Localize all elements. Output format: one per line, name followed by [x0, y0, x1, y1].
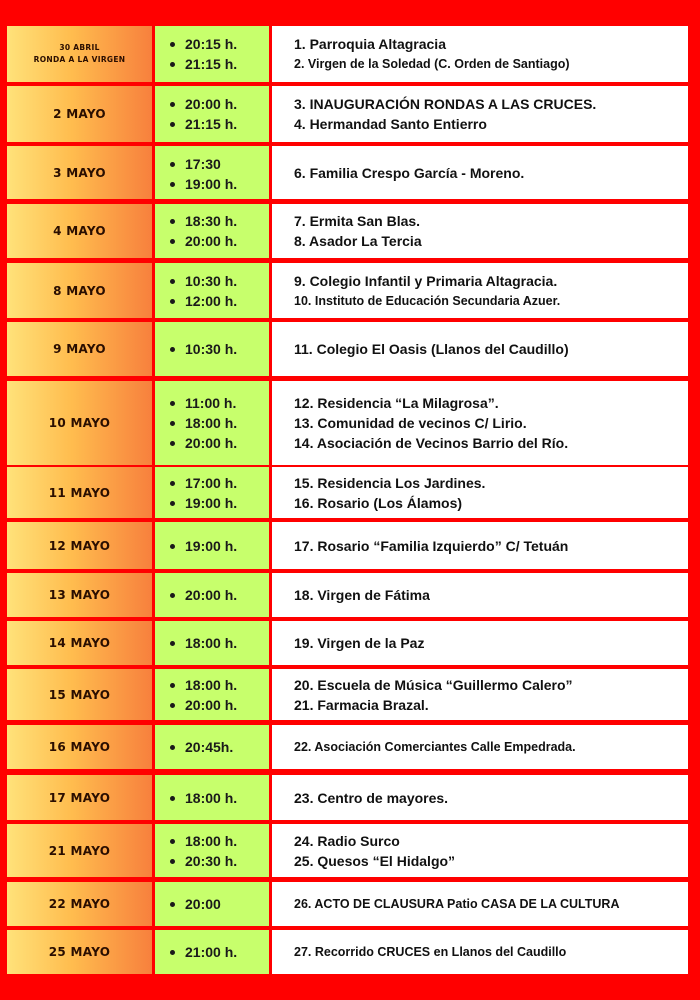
time-item: 20:15 h. — [167, 34, 269, 54]
time-item: 18:00 h. — [167, 413, 269, 433]
date-cell — [7, 669, 152, 720]
table-row — [0, 86, 700, 142]
time-item: 12:00 h. — [167, 291, 269, 311]
times-cell — [155, 204, 269, 258]
times-cell — [155, 86, 269, 142]
event-item: 21. Farmacia Brazal. — [294, 696, 429, 713]
table-row — [0, 467, 700, 518]
time-item: 20:00 h. — [167, 695, 269, 715]
events-cell — [272, 467, 688, 518]
time-item: 19:00 h. — [167, 493, 269, 513]
events-cell — [272, 86, 688, 142]
date-label: 25 MAYO — [48, 945, 111, 959]
time-item: 21:00 h. — [167, 942, 269, 962]
date-label: 13 MAYO — [48, 588, 111, 602]
times-cell — [155, 263, 269, 318]
time-item: 18:00 h. — [167, 675, 269, 695]
table-row — [0, 775, 700, 820]
times-cell — [155, 322, 269, 376]
times-cell — [155, 522, 269, 569]
events-cell — [272, 930, 688, 974]
time-item: 18:00 h. — [167, 788, 269, 808]
time-item: 20:45h. — [167, 737, 269, 757]
time-item: 18:30 h. — [167, 211, 269, 231]
date-label: 3 MAYO — [53, 165, 106, 180]
time-item: 17:30 — [167, 154, 269, 174]
event-item: 3. INAUGURACIÓN RONDAS A LAS CRUCES. — [294, 96, 597, 112]
table-row — [0, 381, 700, 465]
event-item: 20. Escuela de Música “Guillermo Calero” — [294, 676, 573, 693]
date-cell — [7, 775, 152, 820]
events-cell — [272, 725, 688, 769]
date-label: 30 ABRIL — [59, 43, 100, 52]
event-item: 8. Asador La Tercia — [294, 233, 422, 249]
events-cell — [272, 381, 688, 465]
date-label: 15 MAYO — [48, 687, 111, 702]
table-row — [0, 204, 700, 258]
date-cell — [7, 381, 152, 465]
date-label: 22 MAYO — [48, 897, 111, 911]
events-cell — [272, 322, 688, 376]
date-cell — [7, 930, 152, 974]
date-cell — [7, 522, 152, 569]
events-cell — [272, 522, 688, 569]
time-item: 11:00 h. — [167, 393, 269, 413]
time-item: 17:00 h. — [167, 473, 269, 493]
event-item: 18. Virgen de Fátima — [294, 587, 430, 603]
date-cell — [7, 86, 152, 142]
times-cell — [155, 930, 269, 974]
times-cell — [155, 725, 269, 769]
time-item: 20:00 h. — [167, 94, 269, 114]
time-item: 10:30 h. — [167, 339, 269, 359]
event-item: 19. Virgen de la Paz — [294, 635, 425, 651]
date-label: 17 MAYO — [48, 790, 111, 805]
times-cell — [155, 573, 269, 617]
times-cell — [155, 26, 269, 82]
event-item: 11. Colegio El Oasis (Llanos del Caudillo) — [294, 341, 569, 357]
event-item: 2. Virgen de la Soledad (C. Orden de Santiago) — [294, 57, 570, 71]
table-row — [0, 522, 700, 569]
date-cell — [7, 573, 152, 617]
table-row — [0, 930, 700, 974]
event-item: 23. Centro de mayores. — [294, 789, 449, 806]
date-label: 14 MAYO — [48, 636, 111, 650]
time-item: 18:00 h. — [167, 633, 269, 653]
times-cell — [155, 621, 269, 665]
date-label: 11 MAYO — [48, 485, 111, 500]
times-cell — [155, 824, 269, 877]
time-item: 20:30 h. — [167, 851, 269, 871]
time-item: 18:00 h. — [167, 831, 269, 851]
times-cell — [155, 146, 269, 199]
events-cell — [272, 26, 688, 82]
events-cell — [272, 263, 688, 318]
event-item: 17. Rosario “Familia Izquierdo” C/ Tetuán — [294, 537, 569, 554]
table-row — [0, 263, 700, 318]
times-cell — [155, 467, 269, 518]
event-item: 1. Parroquia Altagracia — [294, 36, 446, 52]
times-cell — [155, 381, 269, 465]
time-item: 20:00 h. — [167, 231, 269, 251]
date-cell — [7, 882, 152, 926]
event-item: 16. Rosario (Los Álamos) — [294, 494, 463, 511]
event-item: 24. Radio Surco — [294, 832, 400, 849]
date-cell — [7, 621, 152, 665]
events-cell — [272, 146, 688, 199]
date-cell — [7, 824, 152, 877]
events-cell — [272, 882, 688, 926]
time-item: 10:30 h. — [167, 271, 269, 291]
date-label: 9 MAYO — [53, 342, 106, 356]
time-item: 20:00 — [167, 894, 269, 914]
date-label: 10 MAYO — [48, 416, 111, 430]
events-cell — [272, 621, 688, 665]
table-row — [0, 669, 700, 720]
time-item: 20:00 h. — [167, 433, 269, 453]
table-row — [0, 725, 700, 769]
date-label: 16 MAYO — [48, 740, 111, 754]
date-cell — [7, 204, 152, 258]
event-item: 10. Instituto de Educación Secundaria Azuer. — [294, 293, 561, 308]
table-row — [0, 26, 700, 82]
time-item: 19:00 h. — [167, 536, 269, 556]
date-label: 8 MAYO — [53, 283, 106, 298]
table-row — [0, 882, 700, 926]
event-item: 26. ACTO DE CLAUSURA Patio CASA DE LA CULTURA — [294, 897, 620, 911]
table-row — [0, 322, 700, 376]
date-cell — [7, 146, 152, 199]
events-cell — [272, 824, 688, 877]
event-item: 13. Comunidad de vecinos C/ Lirio. — [294, 415, 527, 431]
event-item: 25. Quesos “El Hidalgo” — [294, 852, 456, 869]
table-row — [0, 573, 700, 617]
date-label: 2 MAYO — [53, 107, 106, 121]
date-label: 4 MAYO — [53, 224, 106, 238]
event-item: 27. Recorrido CRUCES en Llanos del Caudillo — [294, 945, 567, 959]
table-row — [0, 824, 700, 877]
event-item: 6. Familia Crespo García - Moreno. — [294, 164, 525, 181]
times-cell — [155, 775, 269, 820]
events-cell — [272, 204, 688, 258]
events-cell — [272, 669, 688, 720]
event-item: 12. Residencia “La Milagrosa”. — [294, 395, 499, 411]
date-label: 21 MAYO — [48, 843, 111, 858]
date-cell — [7, 467, 152, 518]
time-item: 21:15 h. — [167, 54, 269, 74]
events-cell — [272, 573, 688, 617]
event-item: 14. Asociación de Vecinos Barrio del Río. — [294, 435, 569, 451]
date-label: RONDA A LA VIRGEN — [33, 55, 126, 64]
table-row — [0, 621, 700, 665]
event-item: 15. Residencia Los Jardines. — [294, 474, 486, 491]
events-cell — [272, 775, 688, 820]
time-item: 20:00 h. — [167, 585, 269, 605]
date-cell — [7, 263, 152, 318]
event-item: 22. Asociación Comerciantes Calle Empedrada. — [294, 740, 576, 754]
date-cell — [7, 322, 152, 376]
table-row — [0, 146, 700, 199]
date-cell — [7, 725, 152, 769]
date-cell — [7, 26, 152, 82]
times-cell — [155, 669, 269, 720]
date-label: 12 MAYO — [48, 538, 111, 553]
event-item: 7. Ermita San Blas. — [294, 213, 421, 229]
time-item: 21:15 h. — [167, 114, 269, 134]
times-cell — [155, 882, 269, 926]
event-item: 4. Hermandad Santo Entierro — [294, 116, 487, 132]
event-item: 9. Colegio Infantil y Primaria Altagracia. — [294, 272, 558, 289]
time-item: 19:00 h. — [167, 174, 269, 194]
